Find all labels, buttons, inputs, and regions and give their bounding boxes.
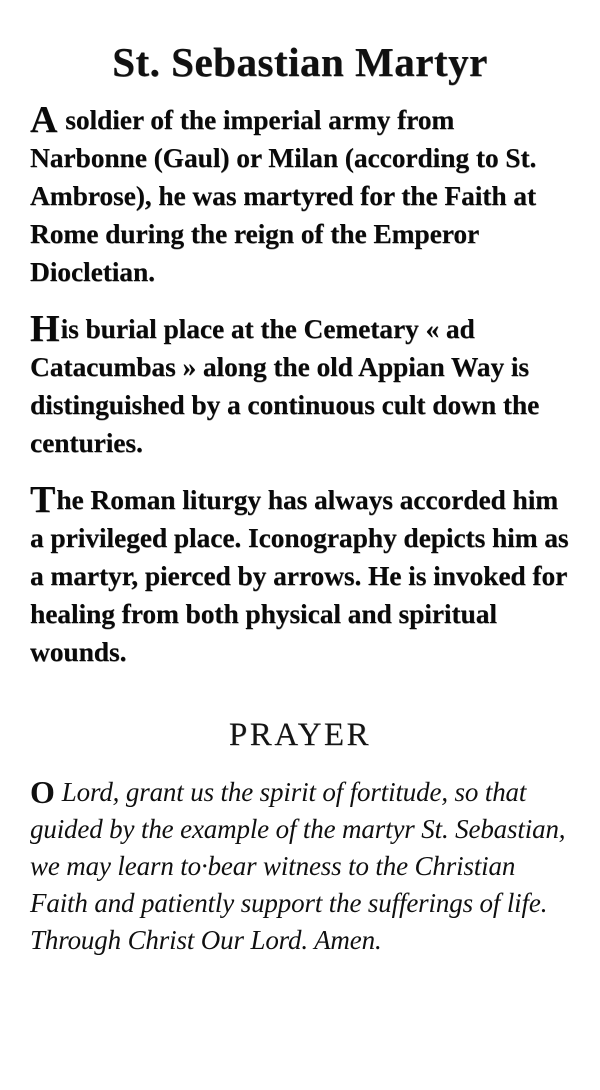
- prayer-section: [30, 671, 570, 959]
- page-title: St. Sebastian Martyr: [112, 39, 488, 85]
- prayer-dropcap: O: [30, 774, 55, 810]
- paragraph-dropcap: T: [30, 479, 56, 521]
- paragraph-text: is burial place at the Cemetary « ad Catacumbas » along the old Appian Way is distinguished by a continuous cult down the centuries.: [30, 313, 540, 458]
- prayer-text-block: [30, 760, 570, 959]
- biography-section: [30, 101, 570, 671]
- prayer-text: Lord, grant us the spirit of fortitude, so that guided by the example of the martyr St. Sebastian, we may learn to·bear witness to the Christian Faith and patiently support the sufferings of life. Through Christ Our Lord. Amen.: [30, 777, 566, 955]
- paragraph-dropcap: H: [30, 308, 60, 350]
- paragraph-text: soldier of the imperial army from Narbonne (Gaul) or Milan (according to St. Ambrose), he was martyred for the Faith at Rome during the reign of the Emperor Diocletian.: [30, 104, 537, 287]
- biography-paragraph: [30, 101, 570, 291]
- paragraph-dropcap: A: [30, 99, 58, 141]
- biography-paragraph: [30, 310, 570, 462]
- biography-paragraph: [30, 481, 570, 671]
- prayer-heading: PRAYER: [228, 717, 372, 753]
- paragraph-text: he Roman liturgy has always accorded him a privileged place. Iconography depicts him as a martyr, pierced by arrows. He is invoked for healing from both physical and spiritual wounds.: [30, 484, 569, 667]
